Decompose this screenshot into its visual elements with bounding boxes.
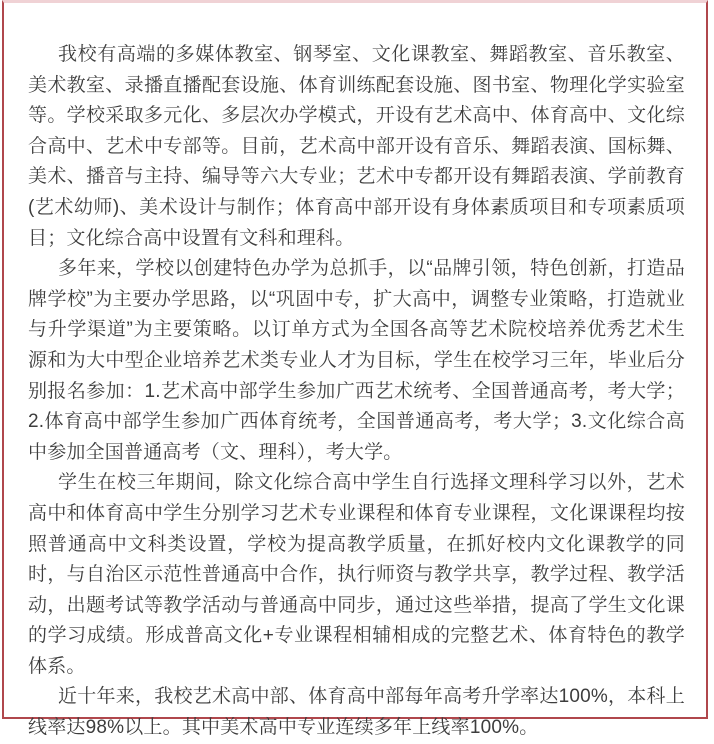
article-body	[4, 3, 706, 744]
paragraph-results: 近十年来，我校艺术高中部、体育高中部每年高考升学率达100%，本科上线率达98%以上。其中美术高中专业连续多年上线率100%。	[28, 686, 685, 739]
document-frame	[2, 0, 708, 739]
paragraph-curriculum: 学生在校三年期间，除文化综合高中学生自行选择文理科学习以外，艺术高中和体育高中学生分别学习艺术专业课程和体育专业课程，文化课课程均按照普通高中文科类设置，学校为提高教学质量，在抓好校内文化课教学的同时，与自治区示范性普通高中合作，执行师资与教学共享，教学过程、教学活动，出题考试等教学活动与普通高中同步，通过这些举措，提高了学生文化课的学习成绩。形成普高文化+专业课程相辅相成的完整艺术、体育特色的教学体系。	[28, 472, 685, 677]
paragraph-strategy: 多年来，学校以创建特色办学为总抓手，以“品牌引领，特色创新，打造品牌学校”为主要办学思路，以“巩固中专，扩大高中，调整专业策略，打造就业与升学渠道”为主要策略。以订单方式为全国各高等艺术院校培养优秀艺术生源和为大中型企业培养艺术类专业人才为目标，学生在校学习三年，毕业后分别报名参加：1.艺术高中部学生参加广西艺术统考、全国普通高考，考大学；2.体育高中部学生参加广西体育统考，全国普通高考，考大学；3.文化综合高中参加全国普通高考（文、理科），考大学。	[28, 258, 685, 463]
paragraph-facilities: 我校有高端的多媒体教室、钢琴室、文化课教室、舞蹈教室、音乐教室、美术教室、录播直播配套设施、体育训练配套设施、图书室、物理化学实验室等。学校采取多元化、多层次办学模式，开设有艺术高中、体育高中、文化综合高中、艺术中专部等。目前，艺术高中部开设有音乐、舞蹈表演、国标舞、美术、播音与主持、编导等六大专业；艺术中专都开设有舞蹈表演、学前教育(艺术幼师)、美术设计与制作；体育高中部开设有身体素质项目和专项素质项目；文化综合高中设置有文科和理科。	[28, 44, 685, 249]
